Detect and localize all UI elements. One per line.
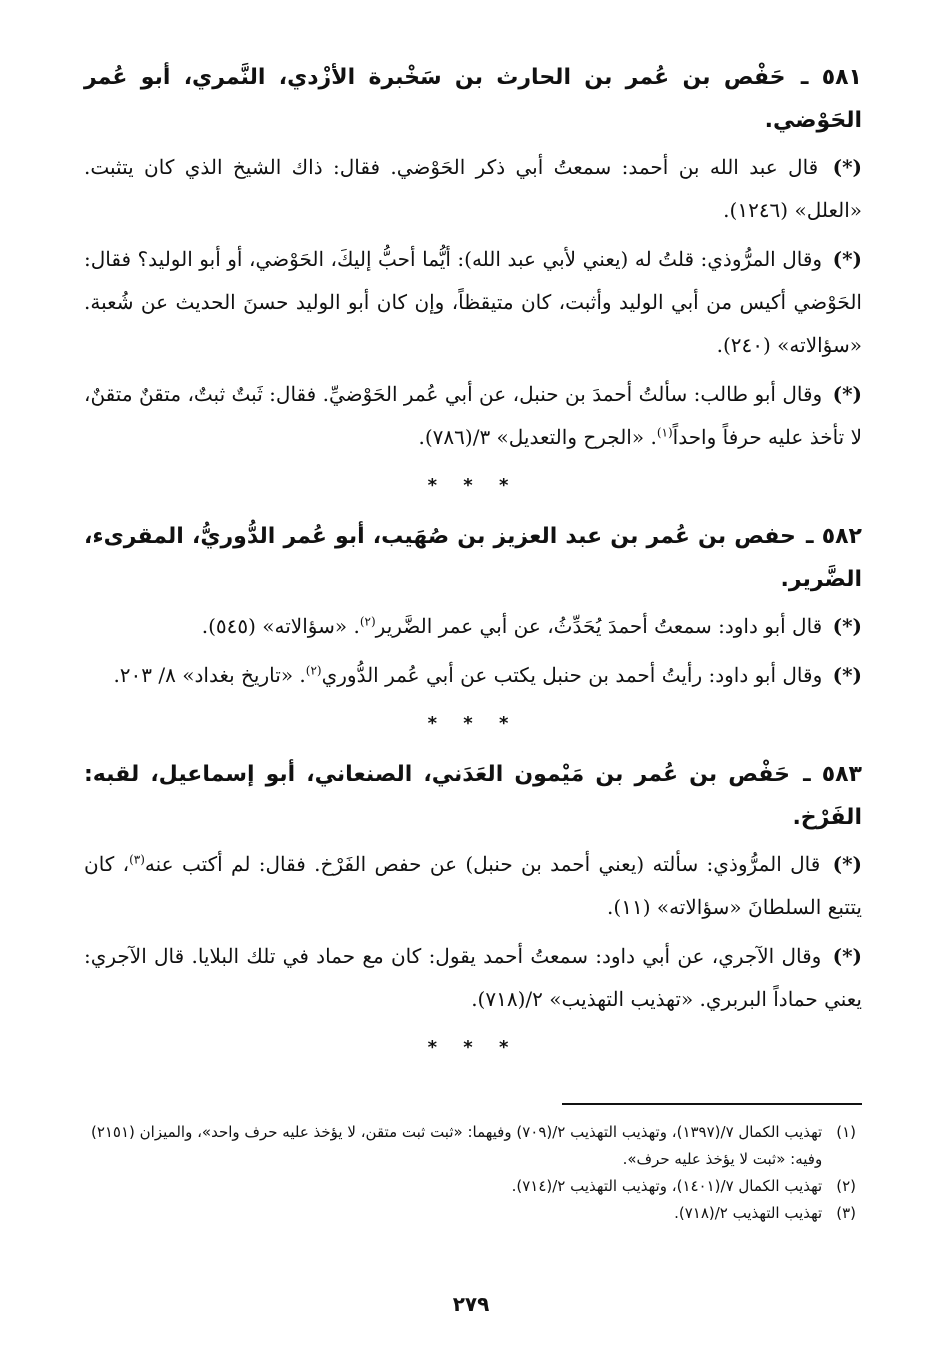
entry-heading [84, 515, 862, 601]
narration-marker: (*) [832, 382, 862, 406]
footnote-ref: (١) [656, 425, 673, 440]
entry-number: ٥٨١ ـ [800, 65, 862, 90]
narration-paragraph [84, 238, 862, 367]
narration-text: قال عبد الله بن أحمد: سمعتُ أبي ذكر الحَوْضي. فقال: ذاك الشيخ الذي كان يتثبت. «العلل» (١٢٤٦). [84, 155, 862, 222]
footnote-number: (٣) [836, 1204, 856, 1222]
narration-text: وقال الآجري، عن أبي داود: سمعتُ أحمد يقول: كان مع حماد في تلك البلايا. قال الآجري: يعني حماداً البربري. «تهذيب التهذيب» ٢/(٧١٨). [84, 944, 862, 1011]
narration-text: وقال أبو داود: رأيتُ أحمد بن حنبل يكتب عن أبي عُمر الدُّوري [321, 663, 823, 687]
narration-marker: (*) [832, 663, 862, 687]
entry-heading [84, 753, 862, 839]
footnote-divider [562, 1103, 862, 1105]
narration-marker: (*) [832, 614, 862, 638]
section-separator: * * * [427, 1037, 519, 1058]
narration-paragraph [84, 373, 862, 459]
narration-text: وقال المرُّوذي: قلتُ له (يعني لأبي عبد الله): أيُّما أحبُّ إليكَ، الحَوْضي، أو أبو الوليد؟ فقال: الحَوْضي أكيس من أبي الوليد وأثبت، كان متيقظاً، وإن كان أبو الوليد حسنَ الحديث عن شُعبة. «سؤالاته» (٢٤٠). [84, 247, 862, 357]
narration-text: قال المرُّوذي: سألته (يعني أحمد بن حنبل) عن حفص الفَرْخ. فقال: لم أكتب عنه [144, 852, 821, 876]
footnote-number: (٢) [836, 1177, 856, 1195]
footnote-ref: (٣) [129, 852, 145, 867]
narration-text: وقال أبو طالب: سألتُ أحمدَ بن حنبل، عن أبي عُمر الحَوْضيِّ. فقال: ثَبتٌ ثبتٌ، متقنٌ متقنٌ، لا تأخذ عليه حرفاً واحداً [84, 382, 862, 449]
entry-number: ٥٨٢ ـ [806, 524, 862, 549]
entry-title: حفص بن عُمر بن عبد العزيز بن صُهَيب، أبو عُمر الدُّوريُّ، المقرىء، الضَّرير. [84, 524, 862, 592]
narration-marker: (*) [832, 247, 863, 271]
narration-marker: (*) [832, 155, 863, 179]
entry-heading [84, 56, 862, 142]
narration-source: . «تاريخ بغداد» ٨/ ٢٠٣. [113, 663, 306, 687]
footnote-ref: (٢) [305, 663, 322, 678]
footnote-text: تهذيب التهذيب ٢/(٧١٨). [674, 1204, 823, 1222]
section-separator: * * * [427, 475, 519, 496]
narration-paragraph [84, 935, 862, 1021]
entry-583 [84, 753, 862, 1021]
narration-source: . «سؤالاته» (٥٤٥). [201, 614, 360, 638]
narration-marker: (*) [832, 852, 863, 876]
narration-paragraph [84, 843, 862, 929]
footnote-ref: (٢) [359, 614, 376, 629]
narration-paragraph [84, 605, 862, 648]
page-number: ٢٧٩ [452, 1292, 490, 1316]
narration-text: قال أبو داود: سمعتُ أحمدَ يُحَدِّثُ، عن أبي عمر الضَّرير [375, 614, 823, 638]
footnote-text: تهذيب الكمال ٧/(١٣٩٧)، وتهذيب التهذيب ٢/(٧٠٩) وفيهما: «ثبت ثبت متقن، لا يؤخذ عليه حرف واحد»، والميزان (٢١٥١) وفيه: «ثبت لا يؤخذ عليه حرف». [90, 1123, 823, 1168]
footnote-text: تهذيب الكمال ٧/(١٤٠١)، وتهذيب التهذيب ٢/(٧١٤). [511, 1177, 823, 1195]
entry-title: حَفْص بن عُمر بن الحارث بن سَخْبرة الأزْدي، النَّمري، أبو عُمر الحَوْضي. [84, 65, 862, 133]
narration-source: ، كان يتتبع السلطانَ «سؤالاته» (١١). [84, 852, 862, 919]
footnotes [84, 1119, 862, 1227]
footnote-item [84, 1173, 862, 1200]
narration-paragraph [84, 654, 862, 697]
entry-title: حَفْص بن عُمر بن مَيْمون العَدَني، الصنعاني، أبو إسماعيل، لقبه: الفَرْخ. [84, 762, 862, 830]
footnote-item [84, 1119, 862, 1173]
entry-581 [84, 56, 862, 459]
section-separator: * * * [427, 713, 519, 734]
narration-marker: (*) [832, 944, 863, 968]
footnote-item [84, 1200, 862, 1227]
footnote-number: (١) [836, 1123, 856, 1141]
narration-source: . «الجرح والتعديل» ٣/(٧٨٦). [418, 425, 657, 449]
entry-number: ٥٨٣ ـ [803, 762, 862, 787]
entry-582 [84, 515, 862, 697]
narration-paragraph [84, 146, 862, 232]
